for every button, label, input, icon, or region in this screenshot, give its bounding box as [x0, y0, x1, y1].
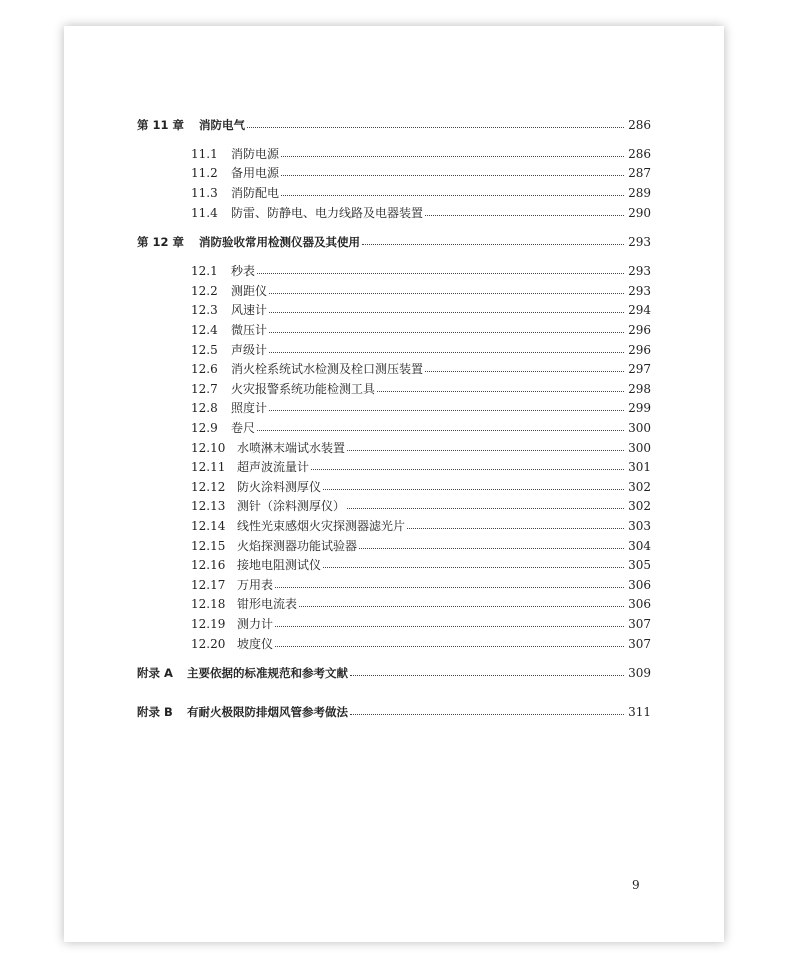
leader-dots — [281, 174, 624, 176]
toc-section-12-10[interactable] — [137, 439, 651, 457]
toc-page: 299 — [628, 401, 651, 415]
toc-number: 第 12 章 — [137, 235, 185, 249]
toc-title: 微压计 — [231, 323, 268, 337]
toc-page: 294 — [628, 303, 651, 317]
toc-title: 线性光束感烟火灾探测器滤光片 — [237, 519, 406, 533]
toc-number: 12.3 — [191, 303, 218, 317]
toc-section-12-13[interactable] — [137, 497, 651, 515]
toc-title: 消火栓系统试水检测及栓口测压装置 — [231, 362, 424, 376]
toc-section-12-1[interactable] — [137, 262, 651, 280]
leader-dots — [269, 331, 624, 333]
toc-section-11-3[interactable] — [137, 184, 651, 202]
toc-page: 300 — [628, 421, 651, 435]
leader-dots — [347, 507, 624, 509]
toc-section-12-12[interactable] — [137, 478, 651, 496]
toc-page: 286 — [628, 147, 651, 161]
toc-number: 12.7 — [191, 382, 218, 396]
toc-section-12-9[interactable] — [137, 419, 651, 437]
toc-section-12-18[interactable] — [137, 595, 651, 613]
toc-title: 卷尺 — [231, 421, 256, 435]
leader-dots — [269, 311, 624, 313]
toc-page: 297 — [628, 362, 651, 376]
toc-section-12-11[interactable] — [137, 458, 651, 476]
toc-appendix-a[interactable] — [137, 664, 651, 682]
toc-title: 防火涂料测厚仪 — [237, 480, 322, 494]
toc-title: 防雷、防静电、电力线路及电器装置 — [231, 206, 424, 220]
leader-dots — [323, 566, 624, 568]
toc-page: 296 — [628, 343, 651, 357]
toc-number: 12.20 — [191, 637, 226, 651]
toc-number: 附录 B — [137, 705, 173, 719]
toc-title: 测力计 — [237, 617, 274, 631]
toc-number: 12.17 — [191, 578, 226, 592]
toc-number: 11.3 — [191, 186, 218, 200]
leader-dots — [257, 429, 624, 431]
leader-dots — [269, 351, 624, 353]
toc-section-12-3[interactable] — [137, 301, 651, 319]
toc-section-12-4[interactable] — [137, 321, 651, 339]
toc-page: 305 — [628, 558, 651, 572]
toc-chapter-12[interactable] — [137, 233, 651, 251]
toc-number: 12.15 — [191, 539, 226, 553]
toc-number: 12.13 — [191, 499, 226, 513]
toc-page: 287 — [628, 166, 651, 180]
toc-title: 消防验收常用检测仪器及其使用 — [199, 235, 360, 249]
toc-number: 12.18 — [191, 597, 226, 611]
toc-title: 火焰探测器功能试验器 — [237, 539, 358, 553]
toc-section-12-5[interactable] — [137, 341, 651, 359]
toc-page: 293 — [628, 264, 651, 278]
toc-number: 12.8 — [191, 401, 218, 415]
leader-dots — [281, 155, 624, 157]
toc-title: 接地电阻测试仪 — [237, 558, 322, 572]
toc-title: 风速计 — [231, 303, 268, 317]
toc-number: 12.14 — [191, 519, 226, 533]
toc-title: 备用电源 — [231, 166, 280, 180]
toc-page: 300 — [628, 441, 651, 455]
toc-number: 附录 A — [137, 666, 173, 680]
toc-page: 301 — [628, 460, 651, 474]
toc-section-12-2[interactable] — [137, 282, 651, 300]
toc-page: 306 — [628, 597, 651, 611]
toc-section-12-14[interactable] — [137, 517, 651, 535]
toc-page: 290 — [628, 206, 651, 220]
toc-number: 12.1 — [191, 264, 218, 278]
toc-number: 11.2 — [191, 166, 218, 180]
toc-number: 12.9 — [191, 421, 218, 435]
page-number: 9 — [632, 878, 640, 892]
toc-number: 12.16 — [191, 558, 226, 572]
toc-number: 11.1 — [191, 147, 218, 161]
leader-dots — [269, 409, 624, 411]
toc-page: 289 — [628, 186, 651, 200]
toc-title: 坡度仪 — [237, 637, 274, 651]
toc-section-12-8[interactable] — [137, 399, 651, 417]
toc-title: 消防电气 — [199, 118, 245, 132]
leader-dots — [299, 605, 624, 607]
toc-number: 12.4 — [191, 323, 218, 337]
leader-dots — [269, 292, 624, 294]
toc-page: 306 — [628, 578, 651, 592]
toc-number: 12.11 — [191, 460, 226, 474]
toc-section-12-16[interactable] — [137, 556, 651, 574]
toc-section-12-6[interactable] — [137, 360, 651, 378]
toc-page: 302 — [628, 499, 651, 513]
toc-title: 超声波流量计 — [237, 460, 310, 474]
toc-number: 12.2 — [191, 284, 218, 298]
toc-page: 296 — [628, 323, 651, 337]
toc-title: 钳形电流表 — [237, 597, 298, 611]
toc-title: 有耐火极限防排烟风管参考做法 — [187, 705, 348, 719]
toc-number: 12.12 — [191, 480, 226, 494]
toc-title: 声级计 — [231, 343, 268, 357]
toc-section-12-7[interactable] — [137, 380, 651, 398]
toc-page: 286 — [628, 118, 651, 132]
leader-dots — [275, 586, 624, 588]
toc-section-12-20[interactable] — [137, 635, 651, 653]
toc-title: 水喷淋末端试水装置 — [237, 441, 346, 455]
toc-title: 照度计 — [231, 401, 268, 415]
leader-dots — [347, 449, 624, 451]
leader-dots — [275, 625, 624, 627]
leader-dots — [377, 390, 624, 392]
leader-dots — [275, 645, 624, 647]
toc-page: 307 — [628, 637, 651, 651]
toc-number: 12.19 — [191, 617, 226, 631]
toc-section-11-4[interactable] — [137, 204, 651, 222]
leader-dots — [359, 547, 624, 549]
toc-page: 303 — [628, 519, 651, 533]
toc-title: 主要依据的标准规范和参考文献 — [187, 666, 348, 680]
toc-title: 消防电源 — [231, 147, 280, 161]
toc-title: 万用表 — [237, 578, 274, 592]
leader-dots — [407, 527, 624, 529]
toc-section-11-1[interactable] — [137, 145, 651, 163]
leader-dots — [425, 214, 624, 216]
toc-section-12-19[interactable] — [137, 615, 651, 633]
toc-section-12-15[interactable] — [137, 537, 651, 555]
toc-page: 302 — [628, 480, 651, 494]
toc-title: 消防配电 — [231, 186, 280, 200]
toc-page: 304 — [628, 539, 651, 553]
toc-chapter-11[interactable] — [137, 116, 651, 134]
toc-title: 测距仪 — [231, 284, 268, 298]
leader-dots — [350, 674, 624, 676]
toc-section-12-17[interactable] — [137, 576, 651, 594]
toc-title: 火灾报警系统功能检测工具 — [231, 382, 376, 396]
toc-number: 12.6 — [191, 362, 218, 376]
toc-page: 307 — [628, 617, 651, 631]
toc-appendix-b[interactable] — [137, 703, 651, 721]
toc-page: 293 — [628, 284, 651, 298]
leader-dots — [247, 126, 624, 128]
leader-dots — [311, 468, 624, 470]
toc-number: 第 11 章 — [137, 118, 185, 132]
toc-number: 12.10 — [191, 441, 226, 455]
toc-title: 秒表 — [231, 264, 256, 278]
leader-dots — [257, 272, 624, 274]
toc-number: 12.5 — [191, 343, 218, 357]
toc-page: 293 — [628, 235, 651, 249]
toc-page: 311 — [628, 705, 651, 719]
leader-dots — [350, 713, 624, 715]
toc-section-11-2[interactable] — [137, 164, 651, 182]
toc-number: 11.4 — [191, 206, 218, 220]
leader-dots — [425, 370, 624, 372]
toc-title: 测针（涂料测厚仪） — [237, 499, 346, 513]
leader-dots — [323, 488, 624, 490]
toc-page: 309 — [628, 666, 651, 680]
leader-dots — [362, 243, 624, 245]
toc-page: 298 — [628, 382, 651, 396]
leader-dots — [281, 194, 624, 196]
